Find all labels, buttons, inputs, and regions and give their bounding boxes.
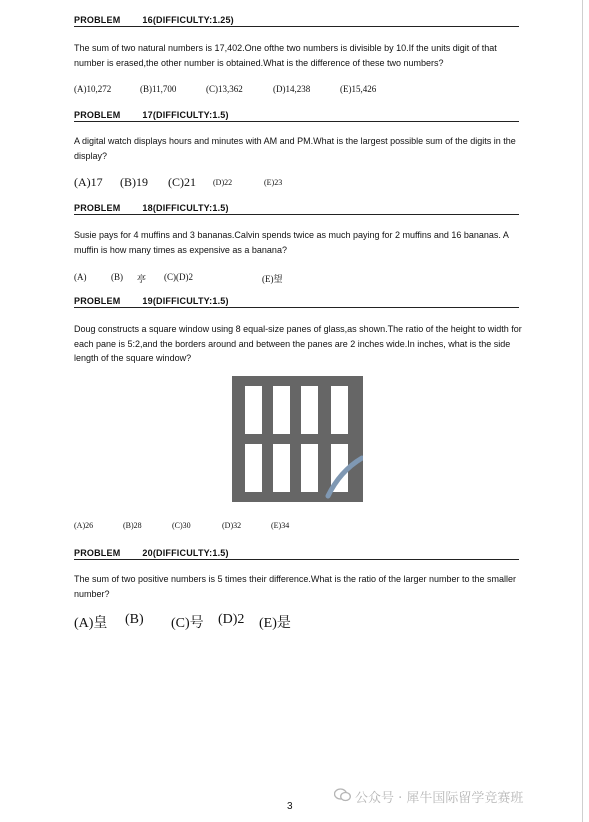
choice-b: (B)19 bbox=[120, 175, 148, 189]
choice-b: (B) bbox=[111, 272, 123, 282]
problem-label: PROBLEM bbox=[74, 203, 121, 213]
page-number: 3 bbox=[287, 801, 293, 812]
problem-label: PROBLEM bbox=[74, 548, 121, 558]
problem-19-heading bbox=[74, 296, 519, 308]
problem-18-text: Susie pays for 4 muffins and 3 bananas.Calvin spends twice as much paying for 2 muffins and 16 bananas. A muffin is how many times as expensive as a banana? bbox=[74, 230, 509, 255]
choice-e: (E)23 bbox=[264, 178, 283, 187]
problem-18-choices bbox=[0, 272, 589, 286]
choice-d: (D)2 bbox=[218, 612, 245, 627]
problem-number: 19(DIFFICULTY:1.5) bbox=[142, 296, 229, 306]
problem-number: 17(DIFFICULTY:1.5) bbox=[142, 110, 229, 120]
problem-19-choices bbox=[0, 521, 589, 533]
wechat-icon bbox=[334, 788, 351, 802]
choice-b-glyph: 亭 bbox=[137, 274, 147, 284]
watermark-text: 公众号 · 犀牛国际留学竞赛班 bbox=[355, 791, 524, 806]
choice-a: (A)26 bbox=[74, 521, 94, 530]
problem-number: 20(DIFFICULTY:1.5) bbox=[142, 548, 229, 558]
choice-c: (C)13,362 bbox=[206, 84, 243, 94]
choice-c: (C)号 bbox=[171, 616, 204, 631]
problem-19-text: Doug constructs a square window using 8 equal-size panes of glass,as shown.The ratio of the height to width for each pane is 5:2,and the borders around and between the panes are 2 inches wide.In inches, what is the side length of the square window? bbox=[74, 324, 522, 363]
choice-c: (C)21 bbox=[168, 175, 196, 189]
choice-a: (A)10,272 bbox=[74, 84, 112, 94]
choice-e: (E)望 bbox=[262, 274, 283, 284]
choice-d: (D)32 bbox=[222, 521, 242, 530]
choice-d: (D)14,238 bbox=[273, 84, 311, 94]
problem-20-heading bbox=[74, 548, 519, 560]
problem-label: PROBLEM bbox=[74, 296, 121, 306]
problem-17-choices bbox=[0, 175, 589, 191]
choice-a: (A)17 bbox=[74, 175, 103, 189]
choice-a: (A) bbox=[74, 272, 87, 282]
problem-20-choices bbox=[0, 612, 589, 630]
choice-d: (D)22 bbox=[213, 178, 233, 187]
problem-20-text: The sum of two positive numbers is 5 times their difference.What is the ratio of the larger number to the smaller number? bbox=[74, 574, 517, 599]
problem-16-choices bbox=[0, 84, 589, 98]
problem-number: 16(DIFFICULTY:1.25) bbox=[142, 15, 234, 25]
problem-label: PROBLEM bbox=[74, 110, 121, 120]
problem-18-heading bbox=[74, 203, 519, 215]
choice-b: (B)11,700 bbox=[140, 84, 177, 94]
problem-label: PROBLEM bbox=[74, 15, 121, 25]
problem-17-text: A digital watch displays hours and minutes with AM and PM.What is the largest possible sum of the digits in the display? bbox=[74, 136, 516, 161]
choice-e: (E)15,426 bbox=[340, 84, 377, 94]
problem-number: 18(DIFFICULTY:1.5) bbox=[142, 203, 229, 213]
choice-a: (A)皇 bbox=[74, 616, 108, 631]
choice-e: (E)是 bbox=[259, 616, 291, 631]
problem-17-heading bbox=[74, 110, 519, 122]
square-window-figure bbox=[232, 376, 363, 502]
glass-reflection-stroke bbox=[232, 376, 363, 502]
choice-c-d: (C)(D)2 bbox=[164, 272, 193, 282]
choice-c: (C)30 bbox=[172, 521, 191, 530]
choice-b: (B)28 bbox=[123, 521, 142, 530]
choice-e: (E)34 bbox=[271, 521, 290, 530]
problem-16-heading bbox=[74, 15, 519, 27]
wechat-watermark bbox=[334, 787, 523, 806]
problem-16-text: The sum of two natural numbers is 17,402.One ofthe two numbers is divisible by 10.If the units digit of that number is erased,the other number is obtained.What is the difference of these two numbers? bbox=[74, 43, 497, 68]
choice-b: (B) bbox=[125, 612, 144, 627]
